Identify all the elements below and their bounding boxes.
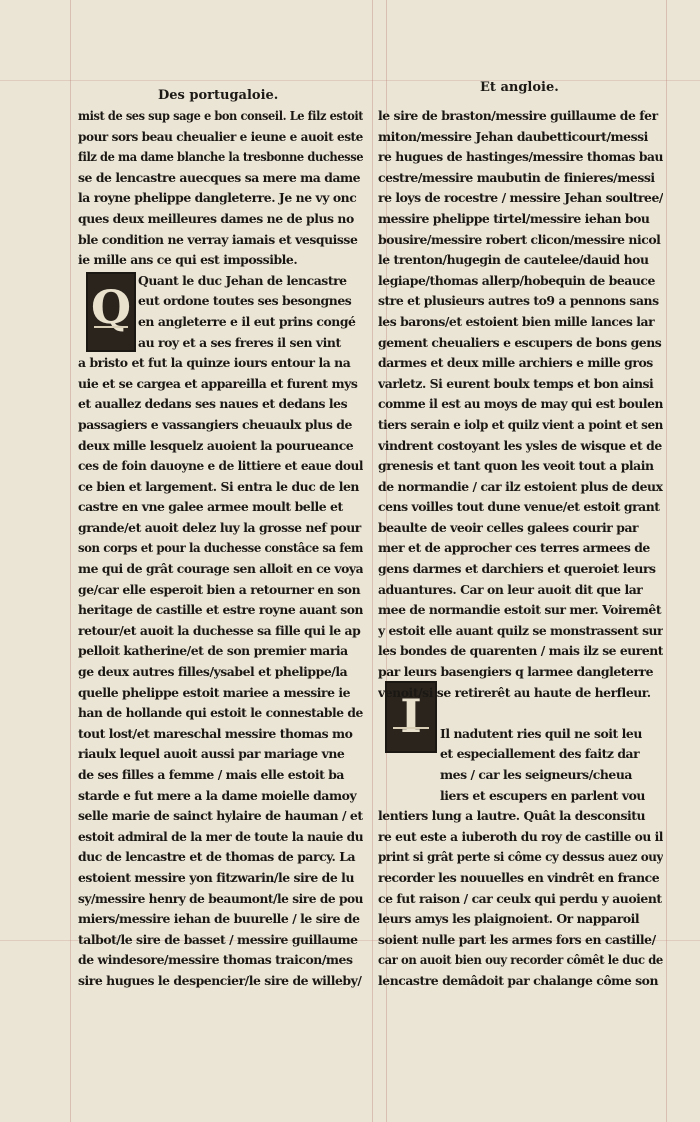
running-head-left: Des portugaloie. bbox=[158, 88, 279, 103]
text-line: print si grât perte si côme cy dessus auez ouy bbox=[378, 849, 663, 865]
text-line: ge deux autres filles/ysabel et phelippe/la bbox=[78, 664, 348, 680]
text-line: par leurs basengiers q larmee dangleterre bbox=[378, 664, 654, 680]
text-line: recorder les nouuelles en vindrêt en france bbox=[378, 869, 660, 885]
text-line: sire hugues le despencier/le sire de willeby/ bbox=[78, 972, 362, 988]
text-line: estoit admiral de la mer de toute la nauie du bbox=[78, 828, 363, 844]
text-line: heritage de castille et estre royne auant son bbox=[78, 602, 363, 618]
text-line: beaulte de veoir celles galees courir par bbox=[378, 519, 639, 535]
ruling-line bbox=[70, 0, 71, 1122]
text-line: de ses filles a femme / mais elle estoit ba bbox=[78, 767, 345, 782]
text-line: et auallez dedans ses naues et dedans les bbox=[78, 396, 348, 412]
text-line: re hugues de hastinges/messire thomas bau bbox=[378, 149, 663, 165]
text-line: le sire de braston/messire guillaume de fer bbox=[378, 108, 658, 123]
text-line: duc de lencastre et de thomas de parcy. La bbox=[78, 849, 356, 865]
text-line: starde e fut mere a la dame moielle damoy bbox=[78, 787, 357, 803]
text-line: venoit/si se retirerêt au haute de herfleur. bbox=[378, 684, 651, 700]
text-line: riaulx lequel auoit aussi par mariage vne bbox=[78, 746, 345, 762]
text-column-left bbox=[78, 106, 363, 992]
text-line: ques deux meilleures dames ne de plus no bbox=[78, 210, 354, 226]
text-line: varletz. Si eurent boulx temps et bon ainsi bbox=[378, 375, 654, 391]
text-line: le trenton/hugegin de cautelee/dauid hou bbox=[378, 252, 649, 268]
text-line: gens darmes et darchiers et queroiet leurs bbox=[378, 561, 656, 577]
text-line: en angleterre e il eut prins congé bbox=[138, 313, 356, 329]
text-line: les barons/et estoient bien mille lances lar bbox=[378, 313, 655, 329]
text-line: soient nulle part les armes fors en castille/ bbox=[378, 931, 656, 947]
text-line: re loys de rocestre / messire Jehan soultree/ bbox=[378, 190, 663, 206]
text-line: ce bien et largement. Si entra le duc de len bbox=[78, 478, 359, 494]
text-line: se de lencastre auecques sa mere ma dame bbox=[78, 169, 361, 185]
text-line: estoient messire yon fitzwarin/le sire de lu bbox=[78, 869, 354, 885]
text-line: selle marie de sainct hylaire de hauman / et bbox=[78, 808, 363, 824]
text-line: liers et escupers en parlent vou bbox=[440, 787, 645, 803]
text-line: miers/messire iehan de buurelle / le sire de bbox=[78, 911, 360, 927]
initial-letter: I bbox=[400, 689, 422, 743]
text-line: Il nadutent ries quil ne soit leu bbox=[440, 725, 642, 741]
text-line: son corps et pour la duchesse constâce sa fem bbox=[78, 540, 363, 556]
text-line: les bondes de quarenten / mais ilz se eurent bbox=[378, 643, 663, 659]
text-line: tout lost/et mareschal messire thomas mo bbox=[78, 725, 353, 741]
text-line: messire phelippe tirtel/messire iehan bou bbox=[378, 210, 650, 226]
ruling-line bbox=[666, 0, 667, 1122]
text-line: ce fut raison / car ceulx qui perdu y auoient bbox=[378, 890, 662, 906]
text-line: sy/messire henry de beaumont/le sire de pou bbox=[78, 890, 363, 906]
text-line: ble condition ne verray iamais et vesquisse bbox=[78, 231, 358, 247]
text-line: la royne phelippe dangleterre. Je ne vy onc bbox=[78, 190, 357, 206]
text-line: re eut este a iuberoth du roy de castille ou il bbox=[378, 828, 663, 844]
text-line: ces de foin dauoyne e de littiere et eaue doul bbox=[78, 458, 363, 474]
text-line: lencastre demâdoit par chalange côme son bbox=[378, 972, 659, 988]
text-line: filz de ma dame blanche la tresbonne duchesse bbox=[78, 149, 363, 165]
text-line: lentiers lung a lautre. Quât la desconsitu bbox=[378, 808, 646, 824]
text-line: bousire/messire robert clicon/messire nicol bbox=[378, 231, 661, 247]
text-line: mes / car les seigneurs/cheua bbox=[440, 767, 633, 782]
text-line: mer et de approcher ces terres armees de bbox=[378, 540, 650, 556]
text-line: de windesore/messire thomas traicon/mes bbox=[78, 952, 353, 968]
text-line: passagiers e vassangiers cheuaulx plus de bbox=[78, 416, 352, 432]
text-line: me qui de grât courage sen alloit en ce voya bbox=[78, 561, 363, 577]
text-line: grande/et auoit delez luy la grosse nef pour bbox=[78, 519, 361, 535]
text-line: legiape/thomas allerp/hobequin de beauce bbox=[378, 272, 655, 288]
text-line: quelle phelippe estoit mariee a messire ie bbox=[78, 684, 351, 700]
text-line: han de hollande qui estoit le connestable de bbox=[78, 705, 363, 721]
text-line: mist de ses sup sage e bon conseil. Le filz estoit bbox=[78, 108, 363, 123]
text-line: comme il est au moys de may qui est boulen bbox=[378, 396, 663, 412]
running-head-right: Et angloie. bbox=[480, 80, 559, 95]
text-line: stre et plusieurs autres to9 a pennons sans bbox=[378, 293, 659, 309]
text-line: pelloit katherine/et de son premier maria bbox=[78, 643, 348, 659]
text-line: eut ordone toutes ses besongnes bbox=[138, 293, 352, 309]
text-line: Quant le duc Jehan de lencastre bbox=[138, 272, 347, 288]
text-line: de normandie / car ilz estoient plus de deux bbox=[378, 478, 663, 494]
text-line: vindrent costoyant les ysles de wisque et de bbox=[378, 437, 662, 453]
text-column-right bbox=[378, 106, 663, 992]
text-line: cestre/messire maubutin de finieres/messi bbox=[378, 169, 655, 185]
initial-letter: Q bbox=[90, 280, 132, 334]
text-line: miton/messire Jehan daubetticourt/messi bbox=[378, 128, 648, 144]
text-line: a bristo et fut la quinze iours entour la na bbox=[78, 355, 351, 371]
text-line: gement cheualiers e escupers de bons gens bbox=[378, 334, 662, 350]
text-line: cens voilles tout dune venue/et estoit grant bbox=[378, 499, 660, 515]
text-line: deux mille lesquelz auoient la pourueance bbox=[78, 437, 354, 453]
text-line: tiers serain e iolp et quilz vient a point et sen bbox=[378, 416, 663, 432]
text-line: ie mille ans ce qui est impossible. bbox=[78, 252, 298, 268]
text-line: mee de normandie estoit sur mer. Voiremêt bbox=[378, 602, 662, 618]
text-line: uie et se cargea et appareilla et furent mys bbox=[78, 375, 358, 391]
text-line: leurs amys les plaignoient. Or napparoil bbox=[378, 911, 640, 927]
text-line: ge/car elle esperoit bien a retourner en son bbox=[78, 581, 361, 597]
text-line: castre en vne galee armee moult belle et bbox=[78, 499, 343, 515]
text-line: et especiallement des faitz dar bbox=[440, 746, 640, 762]
text-line: retour/et auoit la duchesse sa fille qui le ap bbox=[78, 622, 361, 638]
text-line: pour sors beau cheualier e ieune e auoit este bbox=[78, 128, 363, 144]
ruling-line bbox=[372, 0, 373, 1122]
text-line: au roy et a ses freres il sen vint bbox=[138, 334, 341, 350]
text-line: aduantures. Car on leur auoit dit que lar bbox=[378, 581, 643, 597]
text-line: grenesis et tant quon les veoit tout a plain bbox=[378, 458, 654, 474]
text-line: y estoit elle auant quilz se monstrassent sur bbox=[378, 622, 663, 638]
text-line: talbot/le sire de basset / messire guillaume bbox=[78, 931, 358, 947]
text-line: darmes et deux mille archiers e mille gros bbox=[378, 355, 653, 371]
text-line: car on auoit bien ouy recorder cômêt le duc de bbox=[378, 952, 663, 968]
ruling-line bbox=[0, 80, 700, 81]
paragraph-gap bbox=[378, 703, 663, 724]
